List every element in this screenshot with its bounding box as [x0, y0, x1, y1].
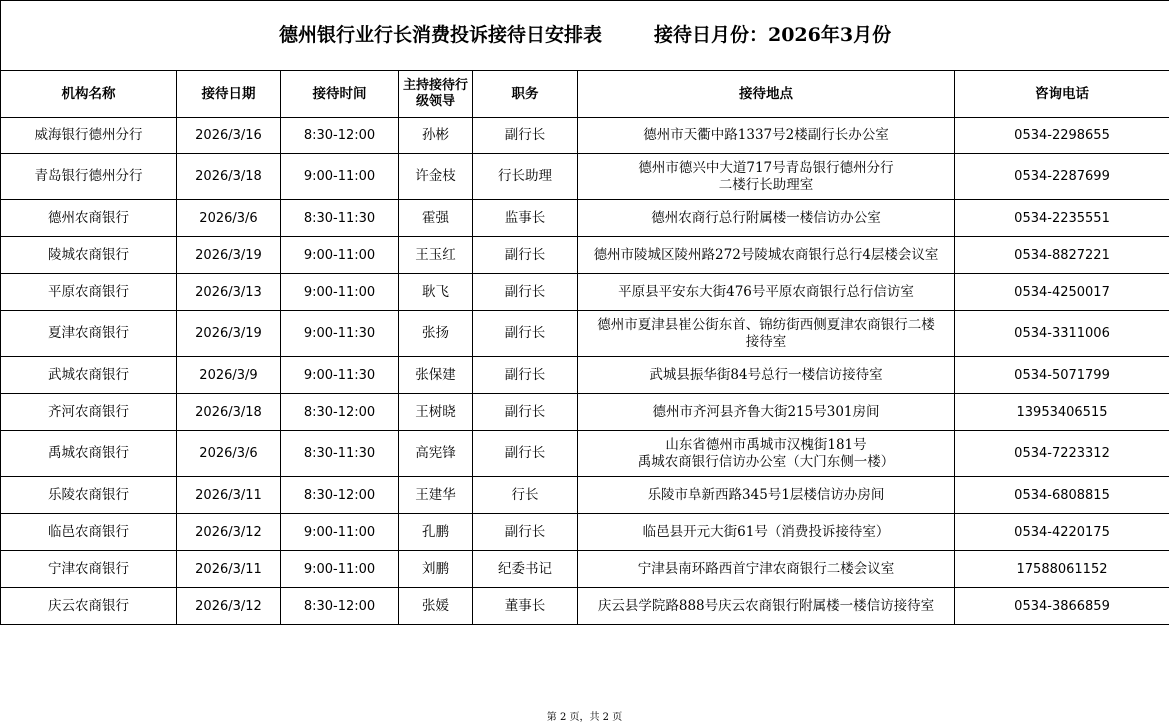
cell-org-name: 德州农商银行: [1, 200, 177, 237]
cell-position: 副行长: [473, 394, 578, 431]
cell-location: 山东省德州市禹城市汉槐街181号 禹城农商银行信访办公室（大门东侧一楼）: [578, 431, 955, 477]
cell-position: 副行长: [473, 431, 578, 477]
cell-phone: 0534-4220175: [955, 514, 1169, 551]
cell-time: 8:30-12:00: [281, 477, 399, 514]
location-header: 接待地点: [578, 71, 955, 118]
cell-phone: 0534-3866859: [955, 588, 1169, 625]
cell-time: 9:00-11:00: [281, 237, 399, 274]
cell-leader: 高宪锋: [399, 431, 473, 477]
cell-phone: 17588061152: [955, 551, 1169, 588]
cell-leader: 刘鹏: [399, 551, 473, 588]
table-row: [1, 357, 1169, 394]
cell-position: 副行长: [473, 357, 578, 394]
time-header: 接待时间: [281, 71, 399, 118]
cell-position: 行长助理: [473, 154, 578, 200]
title-cell: [1, 1, 1169, 71]
cell-time: 8:30-11:30: [281, 200, 399, 237]
cell-location: 德州市天衢中路1337号2楼副行长办公室: [578, 118, 955, 154]
cell-org-name: 齐河农商银行: [1, 394, 177, 431]
cell-time: 9:00-11:00: [281, 154, 399, 200]
cell-date: 2026/3/6: [177, 431, 281, 477]
cell-org-name: 青岛银行德州分行: [1, 154, 177, 200]
cell-date: 2026/3/12: [177, 514, 281, 551]
cell-location: 德州农商行总行附属楼一楼信访办公室: [578, 200, 955, 237]
cell-location: 宁津县南环路西首宁津农商银行二楼会议室: [578, 551, 955, 588]
cell-date: 2026/3/16: [177, 118, 281, 154]
cell-location: 临邑县开元大街61号（消费投诉接待室）: [578, 514, 955, 551]
table-row: [1, 394, 1169, 431]
org-name-header: 机构名称: [1, 71, 177, 118]
cell-date: 2026/3/11: [177, 551, 281, 588]
cell-phone: 0534-2298655: [955, 118, 1169, 154]
page-title: 德州银行业行长消费投诉接待日安排表: [278, 24, 602, 46]
cell-phone: 0534-4250017: [955, 274, 1169, 311]
table-row: [1, 118, 1169, 154]
cell-phone: 0534-2235551: [955, 200, 1169, 237]
cell-org-name: 平原农商银行: [1, 274, 177, 311]
cell-position: 监事长: [473, 200, 578, 237]
cell-date: 2026/3/12: [177, 588, 281, 625]
table-row: [1, 200, 1169, 237]
cell-location: 德州市陵城区陵州路272号陵城农商银行总行4层楼会议室: [578, 237, 955, 274]
cell-time: 9:00-11:30: [281, 357, 399, 394]
reception-month: 接待日月份：2026年3月份: [653, 24, 892, 46]
leader-header: 主持接待行级领导: [399, 71, 473, 118]
cell-time: 8:30-12:00: [281, 394, 399, 431]
cell-date: 2026/3/18: [177, 154, 281, 200]
cell-org-name: 临邑农商银行: [1, 514, 177, 551]
cell-phone: 13953406515: [955, 394, 1169, 431]
cell-org-name: 武城农商银行: [1, 357, 177, 394]
cell-leader: 王玉红: [399, 237, 473, 274]
cell-phone: 0534-2287699: [955, 154, 1169, 200]
cell-location: 德州市夏津县崔公街东首、锦纺街西侧夏津农商银行二楼 接待室: [578, 311, 955, 357]
cell-location: 平原县平安东大街476号平原农商银行总行信访室: [578, 274, 955, 311]
table-row: [1, 154, 1169, 200]
cell-position: 副行长: [473, 118, 578, 154]
cell-date: 2026/3/19: [177, 237, 281, 274]
cell-org-name: 禹城农商银行: [1, 431, 177, 477]
cell-phone: 0534-8827221: [955, 237, 1169, 274]
table-row: [1, 477, 1169, 514]
cell-org-name: 乐陵农商银行: [1, 477, 177, 514]
table-body: [1, 118, 1169, 625]
cell-date: 2026/3/11: [177, 477, 281, 514]
phone-header: 咨询电话: [955, 71, 1169, 118]
cell-location: 德州市齐河县齐鲁大街215号301房间: [578, 394, 955, 431]
cell-position: 行长: [473, 477, 578, 514]
cell-date: 2026/3/9: [177, 357, 281, 394]
cell-phone: 0534-5071799: [955, 357, 1169, 394]
cell-leader: 孙彬: [399, 118, 473, 154]
cell-time: 9:00-11:00: [281, 514, 399, 551]
cell-date: 2026/3/13: [177, 274, 281, 311]
cell-leader: 张媛: [399, 588, 473, 625]
cell-org-name: 陵城农商银行: [1, 237, 177, 274]
cell-time: 9:00-11:30: [281, 311, 399, 357]
cell-position: 董事长: [473, 588, 578, 625]
table-row: [1, 588, 1169, 625]
cell-location: 乐陵市阜新西路345号1层楼信访办房间: [578, 477, 955, 514]
table-row: [1, 514, 1169, 551]
table-row: [1, 551, 1169, 588]
position-header: 职务: [473, 71, 578, 118]
cell-phone: 0534-7223312: [955, 431, 1169, 477]
cell-position: 副行长: [473, 274, 578, 311]
cell-time: 8:30-12:00: [281, 118, 399, 154]
cell-position: 纪委书记: [473, 551, 578, 588]
cell-leader: 许金枝: [399, 154, 473, 200]
date-header: 接待日期: [177, 71, 281, 118]
cell-time: 9:00-11:00: [281, 551, 399, 588]
header-row: [1, 71, 1169, 118]
title-row: [1, 1, 1169, 71]
cell-date: 2026/3/19: [177, 311, 281, 357]
cell-position: 副行长: [473, 237, 578, 274]
page-footer: 第 2 页，共 2 页: [546, 712, 623, 723]
cell-location: 庆云县学院路888号庆云农商银行附属楼一楼信访接待室: [578, 588, 955, 625]
cell-phone: 0534-3311006: [955, 311, 1169, 357]
cell-org-name: 夏津农商银行: [1, 311, 177, 357]
cell-time: 8:30-11:30: [281, 431, 399, 477]
cell-leader: 王树晓: [399, 394, 473, 431]
cell-leader: 张保建: [399, 357, 473, 394]
cell-position: 副行长: [473, 311, 578, 357]
cell-leader: 王建华: [399, 477, 473, 514]
cell-org-name: 庆云农商银行: [1, 588, 177, 625]
cell-leader: 孔鹏: [399, 514, 473, 551]
cell-position: 副行长: [473, 514, 578, 551]
cell-leader: 霍强: [399, 200, 473, 237]
cell-leader: 耿飞: [399, 274, 473, 311]
cell-time: 9:00-11:00: [281, 274, 399, 311]
cell-leader: 张扬: [399, 311, 473, 357]
cell-time: 8:30-12:00: [281, 588, 399, 625]
cell-date: 2026/3/18: [177, 394, 281, 431]
cell-phone: 0534-6808815: [955, 477, 1169, 514]
table-row: [1, 274, 1169, 311]
cell-location: 武城县振华街84号总行一楼信访接待室: [578, 357, 955, 394]
table-row: [1, 311, 1169, 357]
cell-location: 德州市德兴中大道717号青岛银行德州分行 二楼行长助理室: [578, 154, 955, 200]
table-row: [1, 431, 1169, 477]
cell-date: 2026/3/6: [177, 200, 281, 237]
cell-org-name: 威海银行德州分行: [1, 118, 177, 154]
table-row: [1, 237, 1169, 274]
cell-org-name: 宁津农商银行: [1, 551, 177, 588]
